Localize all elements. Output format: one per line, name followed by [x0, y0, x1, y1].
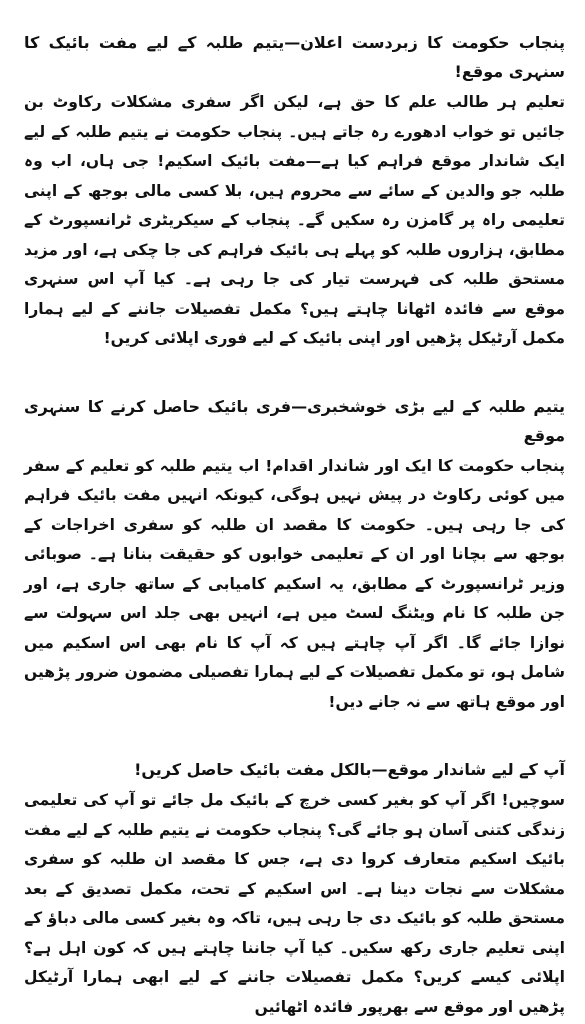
- section-paragraph: سوچیں! اگر آپ کو بغیر کسی خرچ کے بائیک مل جائے تو آپ کی تعلیمی زندگی کتنی آسان ہو جائے گی؟ پنجاب حکومت نے یتیم طلبہ کے لیے مفت بائیک اسکیم متعارف کروا دی ہے، جس کا مقصد ان طلبہ کو سفری مشکلات سے نجات دینا ہے۔ اس اسکیم کے تحت، مکمل تصدیق کے بعد مستحق طلبہ کو بائیک دی جا رہی ہیں، تاکہ وہ بغیر کسی مالی دباؤ کے اپنی تعلیم جاری رکھ سکیں۔ کیا آپ جاننا چاہتے ہیں کہ کون اہل ہے؟ اپلائی کیسے کریں؟ مکمل تفصیلات جاننے کے لیے ابھی ہمارا آرٹیکل پڑھیں اور موقع سے بھرپور فائدہ اٹھائیں: [24, 791, 565, 1016]
- article-section-2: [24, 392, 565, 718]
- section-heading: آپ کے لیے شاندار موقع—بالکل مفت بائیک حاصل کریں!: [134, 760, 565, 779]
- section-paragraph: تعلیم ہر طالب علم کا حق ہے، لیکن اگر سفری مشکلات رکاوٹ بن جائیں تو خواب ادھورے رہ جاتے ہیں۔ پنجاب حکومت نے یتیم طلبہ کے لیے ایک شاندار موقع فراہم کیا ہے—مفت بائیک اسکیم! جی ہاں، اب وہ طلبہ جو والدین کے سائے سے محروم ہیں، بلا کسی مالی بوجھ کے اپنی تعلیمی راہ پر گامزن رہ سکیں گے۔ پنجاب کے سیکریٹری ٹرانسپورٹ کے مطابق، ہزاروں طلبہ کو پہلے ہی بائیک فراہم کی جا چکی ہے، اور مزید مستحق طلبہ کی فہرست تیار کی جا رہی ہے۔ کیا آپ اس سنہری موقع سے فائدہ اٹھانا چاہتے ہیں؟ مکمل تفصیلات جاننے کے لیے ہمارا مکمل آرٹیکل پڑھیں اور اپنی بائیک کے لیے فوری اپلائی کریں!: [24, 93, 565, 347]
- section-paragraph: پنجاب حکومت کا ایک اور شاندار اقدام! اب یتیم طلبہ کو تعلیم کے سفر میں کوئی رکاوٹ در پیش نہیں ہوگی، کیونکہ انہیں مفت بائیک فراہم کی جا رہی ہیں۔ حکومت کا مقصد ان طلبہ کو سفری اخراجات کے بوجھ سے بچانا اور ان کے تعلیمی خوابوں کو حقیقت بنانا ہے۔ صوبائی وزیر ٹرانسپورٹ کے مطابق، یہ اسکیم کامیابی کے ساتھ جاری ہے، اور جن طلبہ کا نام ویٹنگ لسٹ میں ہے، انہیں بھی جلد اس سہولت سے نوازا جائے گا۔ اگر آپ چاہتے ہیں کہ آپ کا نام بھی اس اسکیم میں شامل ہو، تو مکمل تفصیلات کے لیے ہمارا تفصیلی مضمون ضرور پڑھیں اور موقع ہاتھ سے نہ جانے دیں!: [24, 456, 565, 711]
- article-section-1: [24, 28, 565, 354]
- section-heading: پنجاب حکومت کا زبردست اعلان—یتیم طلبہ کے لیے مفت بائیک کا سنہری موقع!: [24, 33, 565, 81]
- article-section-3: [24, 755, 565, 1022]
- section-heading: یتیم طلبہ کے لیے بڑی خوشخبری—فری بائیک حاصل کرنے کا سنہری موقع: [24, 396, 565, 445]
